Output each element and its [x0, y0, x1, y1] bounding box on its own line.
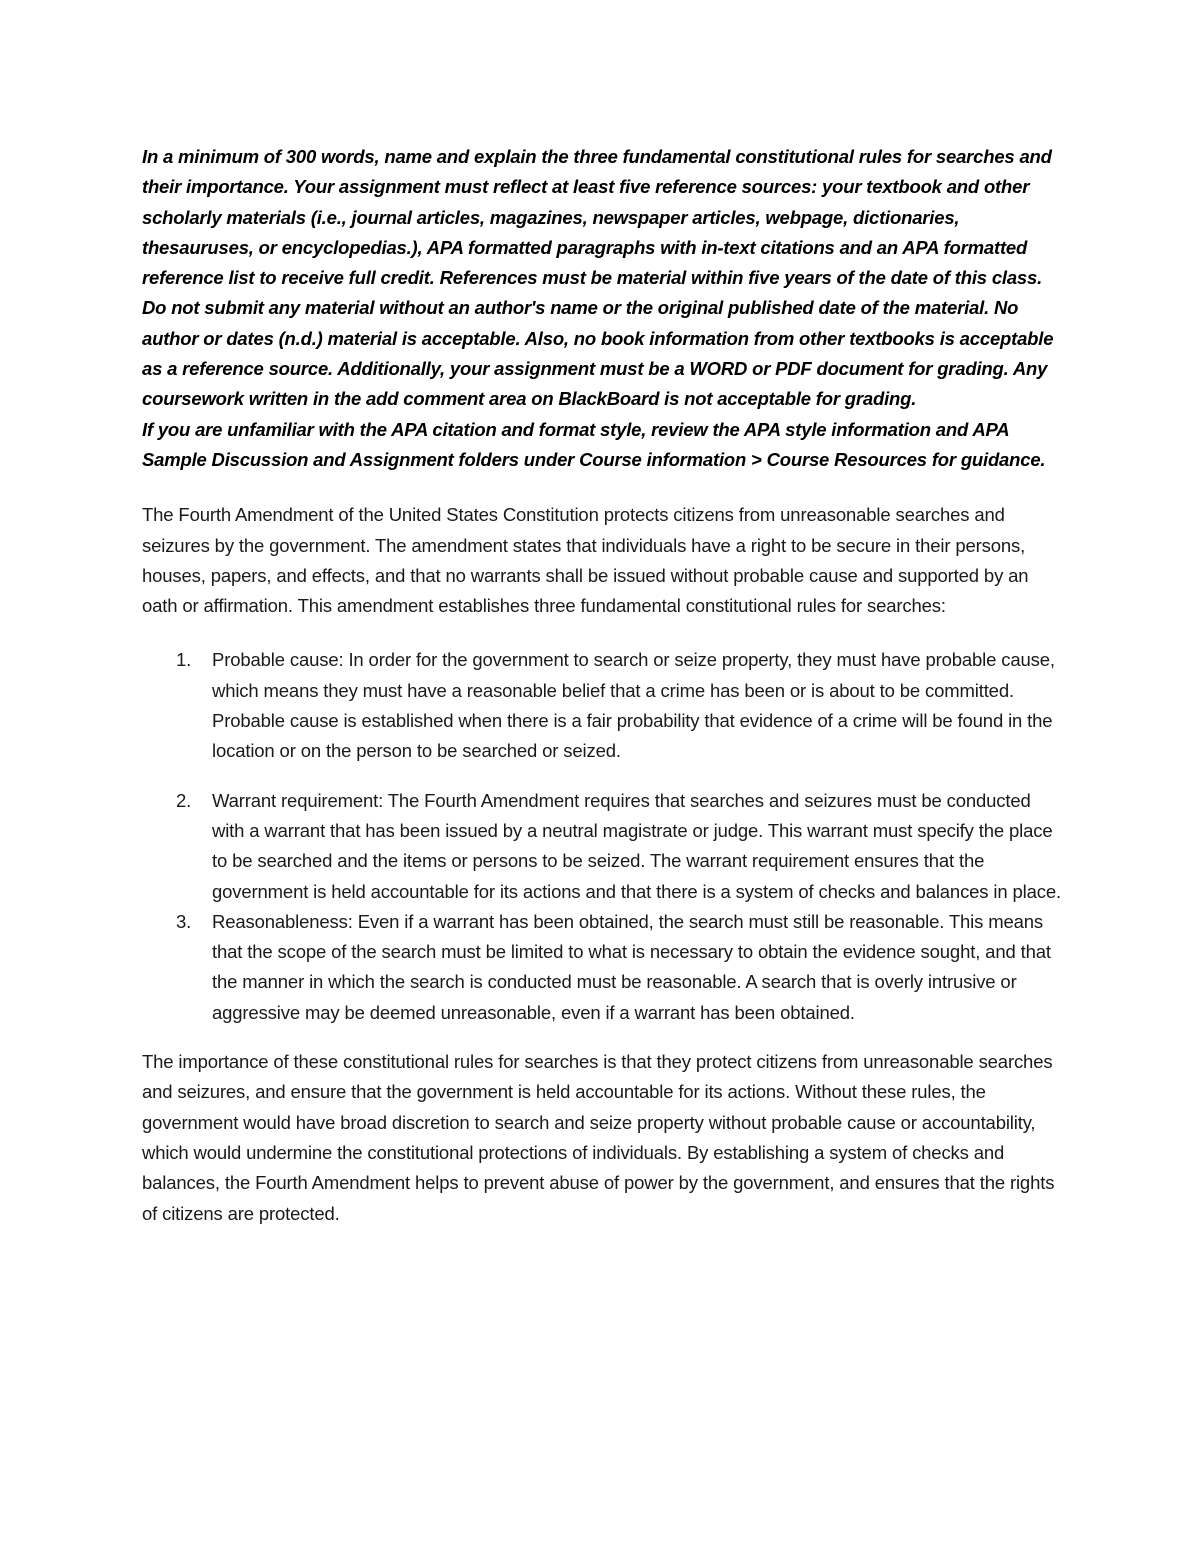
- prompt-paragraph-requirements: In a minimum of 300 words, name and explain the three fundamental constitutional rules for searches and their importance. Your assignment must reflect at least five reference sources: your textbook and other scholarly materials (i.e., journal articles, magazines, newspaper articles, webpage, dictionaries, thesauruses, or encyclopedias.), APA formatted paragraphs with in-text citations and an APA formatted reference list to receive full credit. References must be material within five years of the date of this class.: [142, 146, 1052, 289]
- conclusion-paragraph: The importance of these constitutional rules for searches is that they protect citizens from unreasonable searches and seizures, and ensure that the government is held accountable for its actions. Without these rules, the government would have broad discretion to search and seize property without probable cause or accountability, which would undermine the constitutional protections of individuals. By establishing a system of checks and balances, the Fourth Amendment helps to prevent abuse of power by the government, and ensures that the rights of citizens are protected.: [142, 1051, 1055, 1224]
- prompt-paragraph-submission-rules: Do not submit any material without an author's name or the original published date of the material. No author or dates (n.d.) material is acceptable. Also, no book information from other textbooks is acceptable as a reference source. Additionally, your assignment must be a WORD or PDF document for grading. Any coursework written in the add comment area on BlackBoard is not acceptable for grading.: [142, 297, 1054, 410]
- assignment-prompt: [142, 142, 1062, 475]
- prompt-paragraph-apa-guidance: If you are unfamiliar with the APA citation and format style, review the APA style information and APA Sample Discussion and Assignment folders under Course information > Course Resources for guidance.: [142, 418, 1046, 470]
- rules-list: [142, 645, 1062, 1028]
- rule-text: Probable cause: In order for the government to search or seize property, they must have probable cause, which means they must have a reasonable belief that a crime has been or is about to be committed. Probable cause is established when there is a fair probability that evidence of a crime will be found in the location or on the person to be searched or seized.: [212, 649, 1055, 762]
- rule-item-probable-cause: [142, 645, 1062, 766]
- rule-number: 1.: [176, 649, 192, 671]
- rule-item-warrant-requirement: [142, 786, 1062, 907]
- rule-text: Warrant requirement: The Fourth Amendment requires that searches and seizures must be conducted with a warrant that has been issued by a neutral magistrate or judge. This warrant must specify the place to be searched and the items or persons to be seized. The warrant requirement ensures that the government is held accountable for its actions and that there is a system of checks and balances in place.: [212, 789, 1061, 902]
- document-body: [142, 142, 1062, 1229]
- rule-number: 3.: [176, 910, 192, 932]
- rule-item-reasonableness: [142, 907, 1062, 1028]
- rule-text: Reasonableness: Even if a warrant has been obtained, the search must still be reasonable. This means that the scope of the search must be limited to what is necessary to obtain the evidence sought, and that the manner in which the search is conducted must be reasonable. A search that is overly intrusive or aggressive may be deemed unreasonable, even if a warrant has been obtained.: [212, 910, 1051, 1023]
- rule-number: 2.: [176, 789, 192, 811]
- intro-paragraph: The Fourth Amendment of the United States Constitution protects citizens from unreasonable searches and seizures by the government. The amendment states that individuals have a right to be secure in their persons, houses, papers, and effects, and that no warrants shall be issued without probable cause and supported by an oath or affirmation. This amendment establishes three fundamental constitutional rules for searches:: [142, 504, 1029, 617]
